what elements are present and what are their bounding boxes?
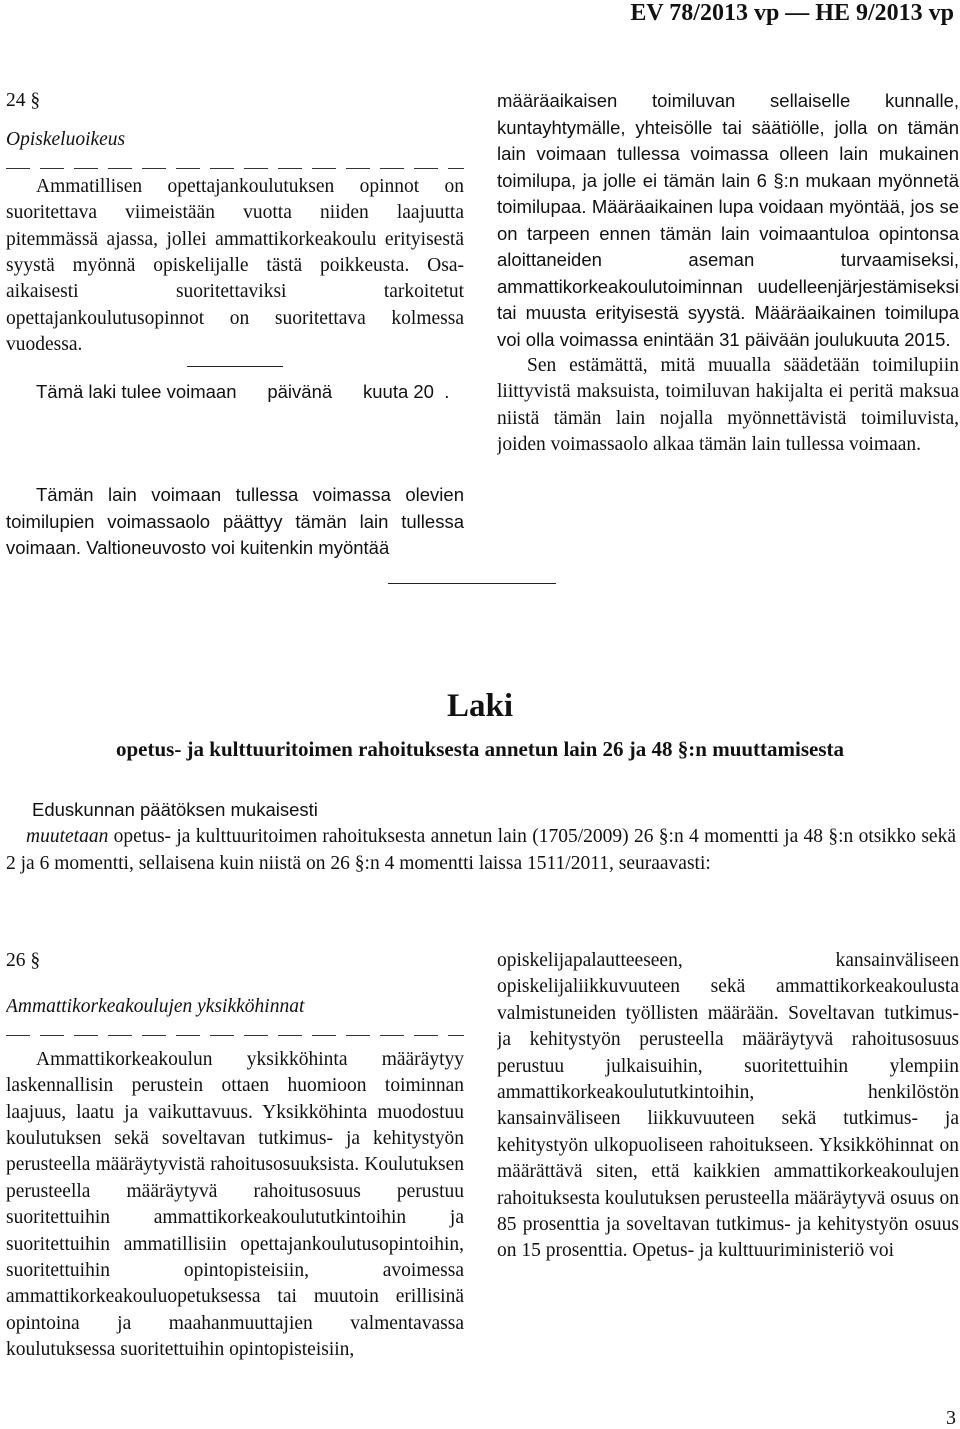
transition-paragraph-part1: [6, 482, 464, 562]
entry-into-force-paragraph: Tämä laki tulee voimaan päivänä kuuta 20 .: [36, 380, 450, 402]
law-subtitle: opetus- ja kulttuuritoimen rahoituksesta annetun lain 26 ja 48 §:n muuttamisesta: [115, 737, 845, 761]
section-title-26: Ammattikorkeakoulujen yksikköhinnat: [6, 996, 305, 1018]
omitted-text-dashes: [6, 160, 464, 172]
amendment-verb: muutetaan: [26, 826, 109, 847]
amendment-statement: [6, 823, 956, 877]
omitted-text-dashes-26: [6, 1027, 464, 1039]
enactment-clause: [6, 796, 956, 877]
amendment-text: opetus- ja kulttuuritoimen rahoituksesta annetun lain (1705/2009) 26 §:n 4 momentti ja 48 §:n otsikko sekä 2 ja 6 momentti, sellaisena kuin niistä on 26 §:n 4 momentti laissa 1511/2011, seuraavasti:: [6, 826, 956, 874]
document-reference: EV 78/2013 vp — HE 9/2013 vp: [630, 0, 954, 26]
unit-price-paragraph-continued: opiskelijapalautteeseen, kansainväliseen opiskelijaliikkuvuuteen sekä ammattikorkeakoulusta valmistuneiden työllisten määrään. Soveltavan tutkimus- ja kehitystyön perusteella määräytyvä rahoitusosuus perustuu julkaisuihin, suoritettuihin ylempiin ammattikorkeakoulututkintoihin, henkilöstön kansainväliseen liikkuvuuteen sekä tutkimus- ja kehitystyön ulkopuoliseen rahoitukseen. Yksikköhinnat on määrättävä siten, että kaikkien ammattikorkeakoulujen rahoituksesta koulutuksen perusteella määräytyvä osuus on 85 prosenttia ja soveltavan tutkimus- ja kehitystyön osuus on 15 prosenttia. Opetus- ja kulttuuriministeriö voi: [497, 950, 959, 1262]
separator-rule: [187, 366, 283, 367]
section-title: Opiskeluoikeus: [6, 129, 126, 151]
enactment-intro: Eduskunnan päätöksen mukaisesti: [32, 799, 318, 820]
section-number: 24 §: [6, 90, 41, 111]
transition-paragraph-continued: määräaikaisen toimiluvan sellaiselle kunnalle, kuntayhtymälle, yhteisölle tai säätiölle, jolla on tämän lain voimaan tullessa voimassa olleen lain mukainen toimilupa, ja jolle ei tämän lain 6 §:n mukaan myönnetä toimilupaa. Määräaikainen lupa voidaan myöntää, jos se on tarpeen ennen tämän lain voimaantuloa opintonsa aloittaneiden aseman turvaamiseksi, ammattikorkeakoulutoiminnan uudelleenjärjestämiseksi tai muusta erityisestä syystä. Määräaikainen toimilupa voi olla voimassa enintään 31 päivään joulukuuta 2015.: [497, 90, 959, 350]
page-number: 3: [946, 1407, 956, 1429]
end-of-law-rule: [388, 583, 556, 584]
law-title: Laki: [446, 688, 514, 724]
section-number-26: 26 §: [6, 950, 41, 971]
bottom-right-column: [497, 948, 959, 1386]
top-right-column: [497, 88, 959, 548]
top-left-column: [6, 88, 464, 405]
fee-exemption-paragraph: Sen estämättä, mitä muualla säädetään toimilupiin liittyvistä maksuista, toimiluvan hakijalta ei peritä maksua niistä tämän lain nojalla myönnettävistä toimiluvista, joiden voimassaolo alkaa tämän lain tullessa voimaan.: [497, 355, 959, 456]
unit-price-paragraph: Ammattikorkeakoulun yksikköhinta määräytyy laskennallisin perustein ottaen huomioon toiminnan laajuus, laatu ja vaikuttavuus. Yksikköhinta muodostuu koulutuksen sekä soveltavan tutkimus- ja kehitystyön perusteella määräytyvistä rahoitusosuuksista. Koulutuksen perusteella määräytyvä rahoitusosuus perustuu suoritettuihin ammattikorkeakoulututkintoihin ja suoritettuihin ammatillisiin opettajankoulutusopintoihin, suoritettuihin opintopisteisiin, avoimessa ammattikorkeakouluopetuksessa tai muutoin erillisinä opintoina ja maahanmuuttajien valmentavassa koulutuksessa suoritettuihin opintopisteisiin,: [6, 1048, 464, 1361]
paragraph-study-right: Ammatillisen opettajankoulutuksen opinnot on suoritettava viimeistään vuotta niiden laajuutta pitemmässä ajassa, jollei ammattikorkeakoulu erityisestä syystä myönnä opiskelijalle tästä poikkeusta. Osa-aikaisesti suoritettaviksi tarkoitetut opettajankoulutusopinnot on suoritettava kolmessa vuodessa.: [6, 175, 464, 356]
transition-paragraph: Tämän lain voimaan tullessa voimassa olevien toimilupien voimassaolo päättyy tämän lain tullessa voimaan. Valtioneuvosto voi kuitenkin myöntää: [6, 484, 464, 558]
bottom-left-column: [6, 948, 464, 1376]
